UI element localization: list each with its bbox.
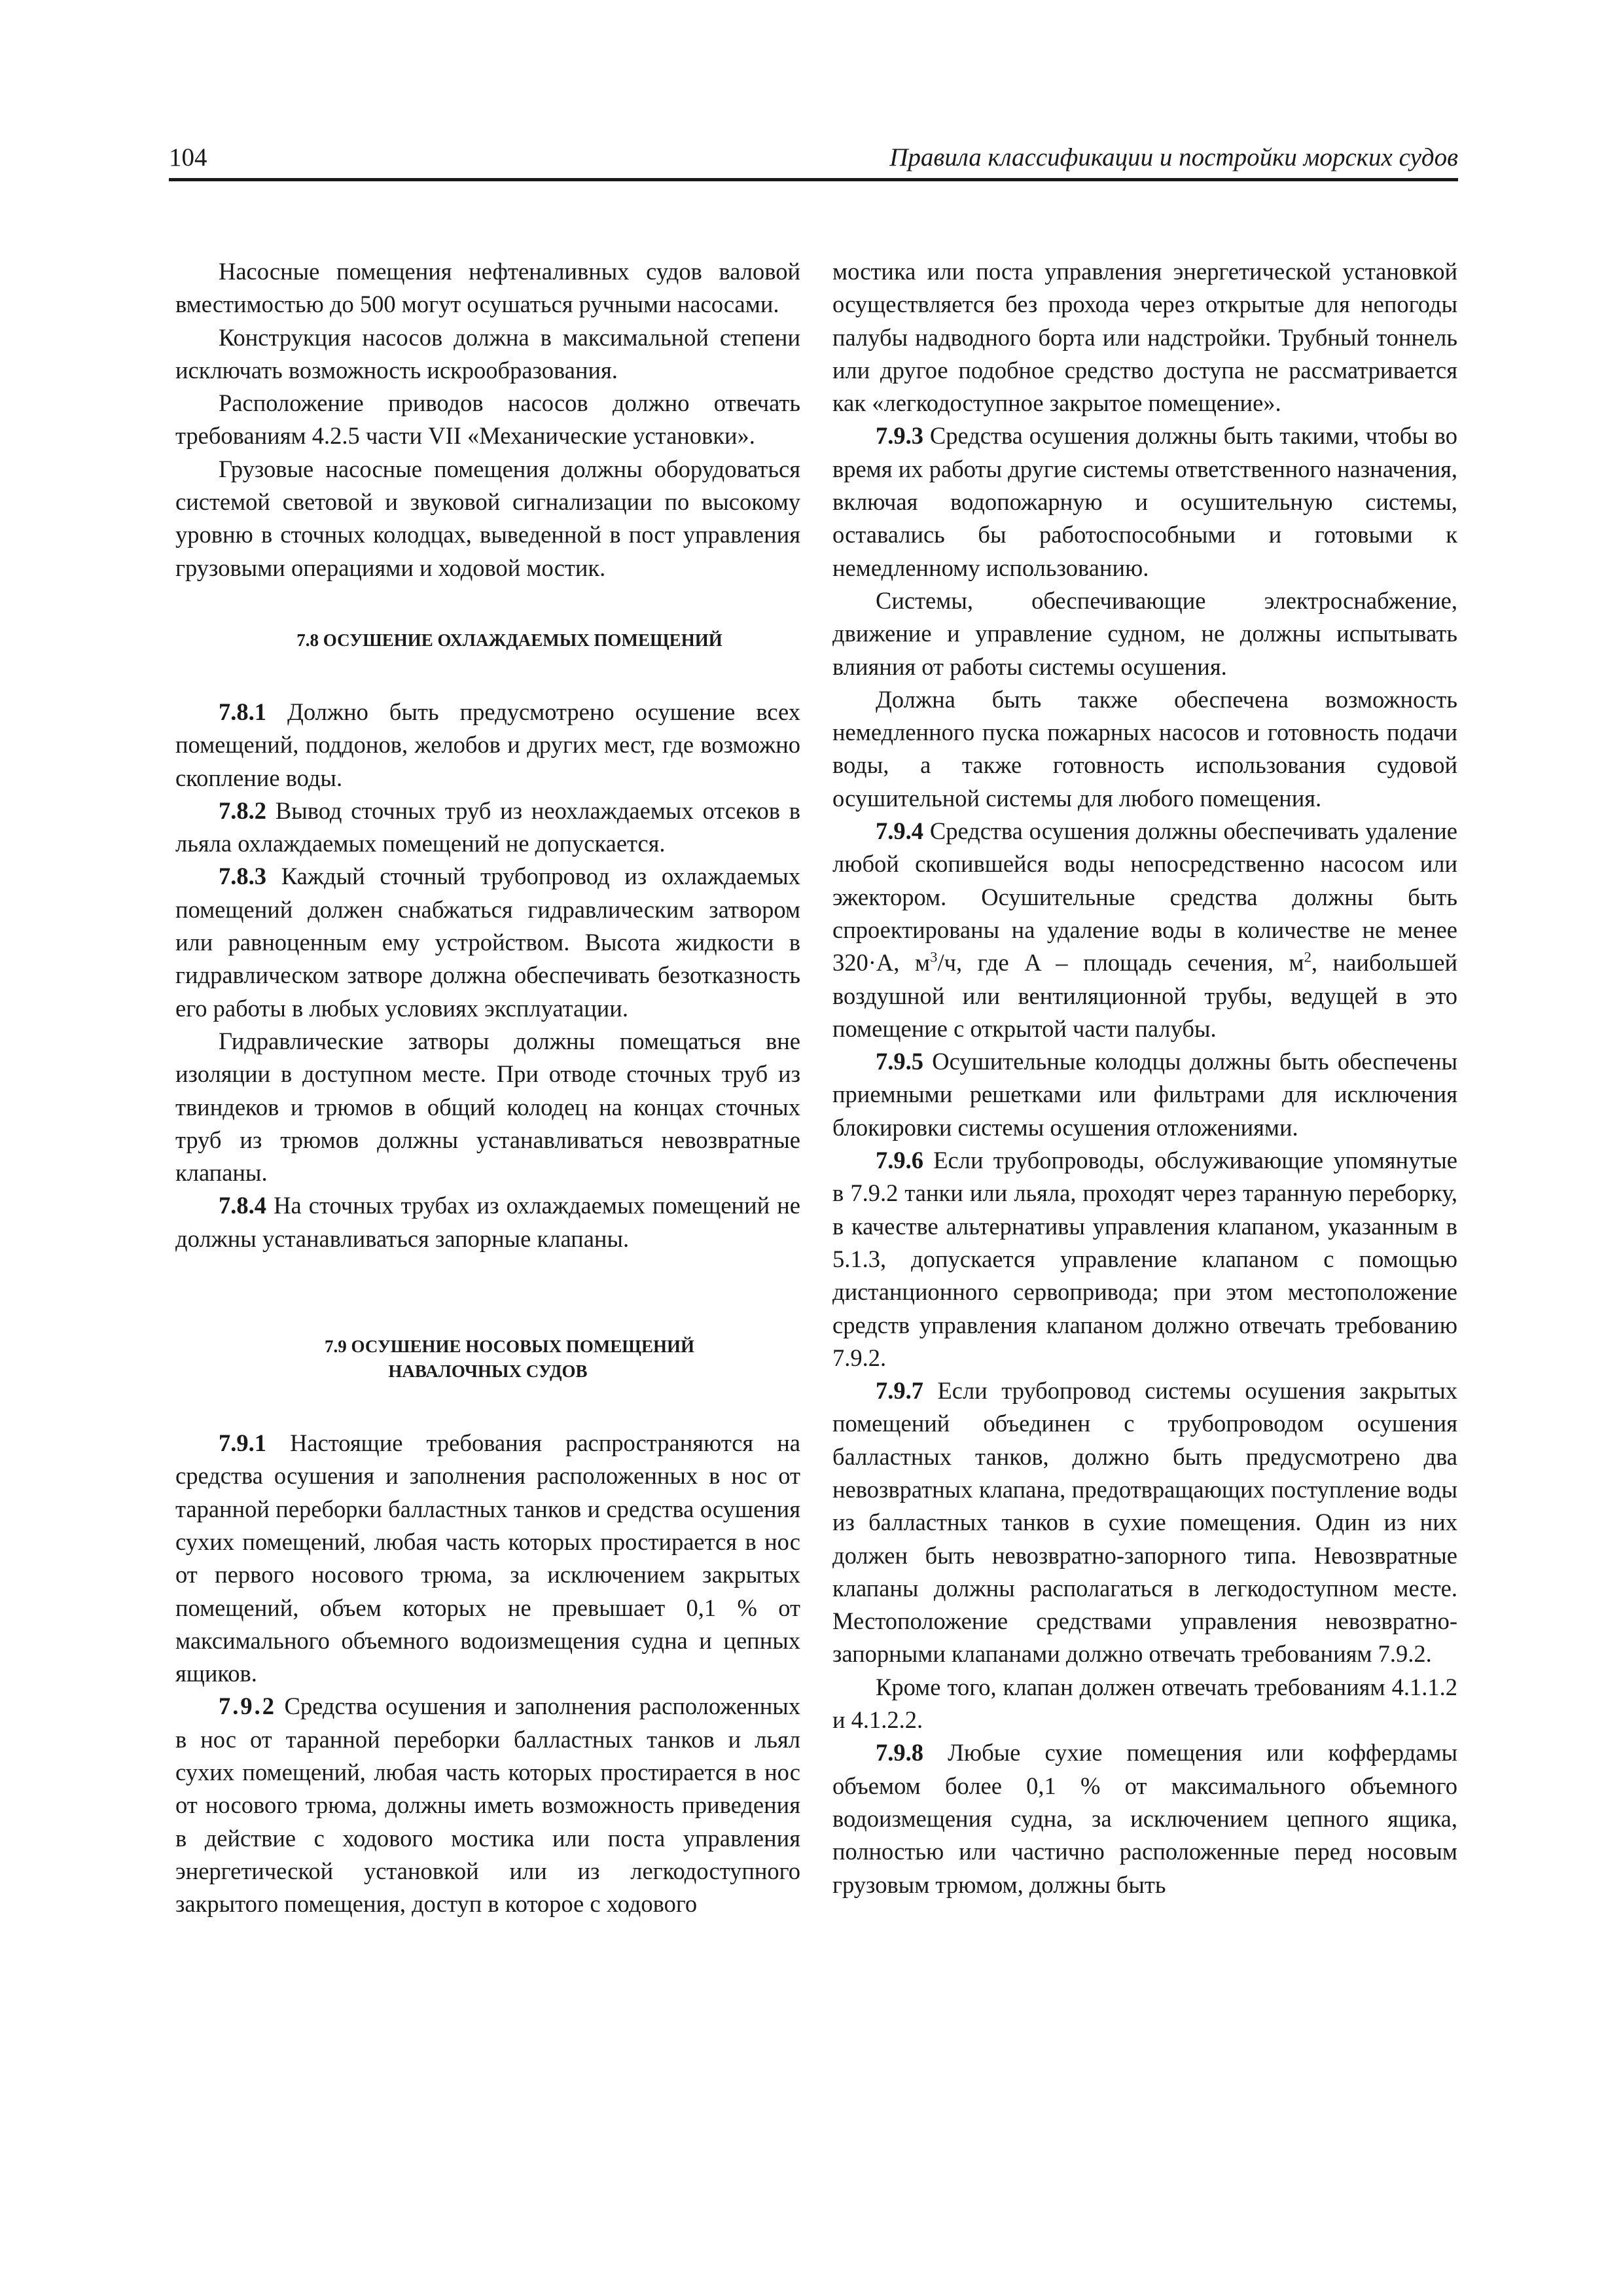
- left-column: [175, 255, 800, 1920]
- clause-number: 7.9.8: [876, 1739, 923, 1767]
- clause-number: 7.9.2: [219, 1693, 276, 1720]
- paragraph: Насосные помещения нефтеналивных судов валовой вместимостью до 500 могут осушаться ручными насосами.: [175, 258, 800, 318]
- clause-number: 7.9.5: [876, 1048, 923, 1075]
- clause-text: , наибольшей воздушной или вентиляционной трубы, ведущей в это помещение с открытой части палубы.: [832, 949, 1457, 1042]
- clause-7-9-1: [175, 1427, 800, 1690]
- superscript: 2: [1304, 948, 1311, 965]
- clause-7-8-2: [175, 795, 800, 861]
- section-heading-7-9: [175, 1334, 800, 1384]
- clause-7-9-5: [832, 1045, 1457, 1144]
- clause-text: Средства осушения и заполнения расположенных в нос от таранной переборки балластных танков и льял сухих помещений, любая часть которых простирается в нос от носового трюма, должны иметь возможность приведения в действие с ходового мостика или поста управления энергетической установкой или из легкодоступного закрытого помещения, доступ в которое с ходового: [175, 1693, 800, 1918]
- clause-number: 7.9.3: [876, 422, 923, 450]
- clause-number: 7.8.2: [219, 797, 266, 824]
- heading-line: НАВАЛОЧНЫХ СУДОВ: [388, 1361, 588, 1382]
- clause-7-8-4: [175, 1189, 800, 1255]
- clause-text: Средства осушения должны обеспечивать удаление любой скопившейся воды непосредственно насосом или эжектором. Осушительные средства должны быть спроектированы на удаление воды в количестве не менее 320·A, м: [832, 817, 1457, 977]
- clause-7-9-7: [832, 1374, 1457, 1671]
- clause-text: Вывод сточных труб из неохлаждаемых отсеков в льяла охлаждаемых помещений не допускается.: [175, 797, 800, 857]
- clause-text: Если трубопровод системы осушения закрытых помещений объединен с трубопроводом осушения балластных танков, должно быть предусмотрено два невозвратных клапана, предотвращающих поступление воды из балластных танков в сухие помещения. Один из них должен быть невозвратно-запорного типа. Невозвратные клапаны должны располагаться в легкодоступном месте. Местоположение средствами управления невозвратно-запорными клапанами должно отвечать требованиям 7.9.2.: [832, 1377, 1458, 1668]
- clause-text: Если трубопроводы, обслуживающие упомянутые в 7.9.2 танки или льяла, проходят через таранную переборку, в качестве альтернативы управления клапаном, указанным в 5.1.3, допускается управление клапаном с помощью дистанционного сервопривода; при этом местоположение средств управления клапаном должно отвечать требованию 7.9.2.: [832, 1147, 1457, 1371]
- heading-line: 7.9 ОСУШЕНИЕ НОСОВЫХ ПОМЕЩЕНИЙ: [325, 1336, 694, 1357]
- paragraph: Расположение приводов насосов должно отвечать требованиям 4.2.5 части VII «Механические установки».: [175, 389, 800, 450]
- clause-text: Осушительные колодцы должны быть обеспечены приемными решетками или фильтрами для исключения блокировки системы осушения отложениями.: [832, 1048, 1457, 1141]
- paragraph: Системы, обеспечивающие электроснабжение, движение и управление судном, не должны испытывать влияния от работы системы осушения.: [832, 586, 1457, 680]
- clause-number: 7.8.4: [219, 1192, 266, 1219]
- running-title: Правила классификации и постройки морских судов: [889, 143, 1458, 171]
- paragraph: Кроме того, клапан должен отвечать требованиям 4.1.1.2 и 4.1.2.2.: [832, 1673, 1457, 1734]
- superscript: 3: [930, 948, 938, 965]
- header-rule: [169, 178, 1458, 181]
- paragraph-continued: мостика или поста управления энергетической установкой осуществляется без прохода через открытые для непогоды палубы надводного борта или надстройки. Трубный тоннель или другое подобное средство доступа не рассматривается как «легкодоступное закрытое помещение».: [832, 258, 1457, 417]
- clause-number: 7.9.6: [876, 1147, 923, 1174]
- section-heading-7-8: 7.8 ОСУШЕНИЕ ОХЛАЖДАЕМЫХ ПОМЕЩЕНИЙ: [296, 630, 722, 650]
- clause-text: Настоящие требования распространяются на средства осушения и заполнения расположенных в нос от таранной переборки балластных танков и средства осушения сухих помещений, любая часть которых простирается в нос от первого носового трюма, за исключением закрытых помещений, объем которых не превышает 0,1 % от максимального объемного водоизмещения судна и цепных ящиков.: [175, 1429, 800, 1687]
- clause-text: Любые сухие помещения или коффердамы объемом более 0,1 % от максимального объемного водоизмещения судна, за исключением цепного ящика, полностью или частично расположенные перед носовым грузовым трюмом, должны быть: [832, 1739, 1457, 1898]
- clause-text: Каждый сточный трубопровод из охлаждаемых помещений должен снабжаться гидравлическим затвором или равноценным ему устройством. Высота жидкости в гидравлическом затворе должна обеспечивать безотказность его работы в любых условиях эксплуатации.: [175, 863, 800, 1022]
- clause-number: 7.8.1: [219, 698, 266, 725]
- page-number: 104: [169, 143, 207, 171]
- clause-number: 7.9.7: [876, 1377, 923, 1405]
- clause-text: Должно быть предусмотрено осушение всех помещений, поддонов, желобов и других мест, где возможно скопление воды.: [175, 698, 800, 791]
- clause-text: /ч, где A – площадь сечения, м: [937, 949, 1304, 977]
- clause-7-9-4: [832, 815, 1457, 1045]
- clause-7-9-2: [175, 1690, 800, 1920]
- clause-7-8-3: [175, 860, 800, 1024]
- clause-7-8-1: [175, 696, 800, 795]
- clause-number: 7.8.3: [219, 863, 266, 890]
- paragraph: Грузовые насосные помещения должны оборудоваться системой световой и звуковой сигнализации по высокому уровню в сточных колодцах, выведенной в пост управления грузовыми операциями и ходовой мостик.: [175, 455, 800, 581]
- clause-7-9-6: [832, 1144, 1457, 1374]
- paragraph: Гидравлические затворы должны помещаться вне изоляции в доступном месте. При отводе сточных труб из твиндеков и трюмов в общий колодец на концах сточных труб из трюмов должны устанавливаться невозвратные клапаны.: [175, 1027, 800, 1187]
- paragraph: Должна быть также обеспечена возможность немедленного пуска пожарных насосов и готовность подачи воды, а также готовность использования судовой осушительной системы для любого помещения.: [832, 685, 1457, 812]
- clause-text: Средства осушения должны быть такими, чтобы во время их работы другие системы ответственного назначения, включая водопожарную и осушительную системы, оставались бы работоспособными и готовыми к немедленному использованию.: [832, 422, 1458, 581]
- clause-number: 7.9.4: [876, 817, 923, 845]
- clause-number: 7.9.1: [219, 1429, 266, 1457]
- clause-text: На сточных трубах из охлаждаемых помещений не должны устанавливаться запорные клапаны.: [175, 1192, 801, 1252]
- paragraph: Конструкция насосов должна в максимальной степени исключать возможность искрообразования.: [175, 323, 800, 384]
- right-column: [832, 255, 1457, 1901]
- clause-7-9-8: [832, 1736, 1457, 1901]
- clause-7-9-3: [832, 420, 1457, 584]
- page-header: [169, 143, 1458, 181]
